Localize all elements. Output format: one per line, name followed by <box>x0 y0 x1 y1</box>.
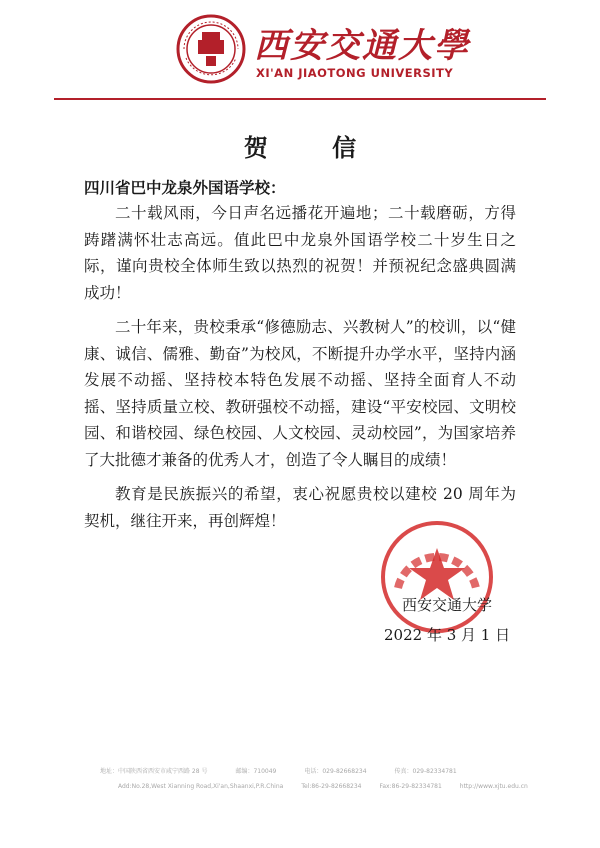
footer-website: http://www.xjtu.edu.cn <box>459 783 528 790</box>
footer-contact-en <box>118 783 568 790</box>
university-name-en: XI'AN JIAOTONG UNIVERSITY <box>256 66 454 80</box>
footer-phone-cn: 电话：029-82668234 <box>304 768 367 775</box>
paragraph-3: 教育是民族振兴的希望，衷心祝愿贵校以建校 20 周年为契机，继往开来，再创辉煌！ <box>84 485 516 530</box>
signature: 西安交通大学 <box>402 596 493 614</box>
footer-fax-en: Fax:86-29-82334781 <box>379 783 442 790</box>
letter-date: 2022 年 3 月 1 日 <box>384 626 511 644</box>
footer-tel-en: Tel:86-29-82668234 <box>301 783 362 790</box>
paragraph-1: 二十载风雨，今日声名远播花开遍地；二十载磨砺，方得踌躇满怀壮志高远。值此巴中龙泉外国语学校二十岁生日之际，谨向贵校全体师生致以热烈的祝贺！并预祝纪念盛典圆满成功！ <box>84 204 516 302</box>
paragraph-2: 二十年来，贵校秉承“修德励志、兴教树人”的校训，以“健康、诚信、儒雅、勤奋”为校风，不断提升办学水平，坚持内涵发展不动摇、坚持校本特色发展不动摇、坚持全面育人不动摇、坚持质量立校、教研强校不动摇，建设“平安校园、文明校园、和谐校园、绿色校园、人文校园、灵动校园”，为国家培养了大批德才兼备的优秀人才，创造了令人瞩目的成绩！ <box>84 318 516 469</box>
official-red-seal-icon <box>378 518 496 636</box>
letter-body <box>84 200 516 542</box>
footer-fax-cn: 传真：029-82334781 <box>394 768 457 775</box>
header-divider <box>54 98 546 100</box>
university-name-cn: 西安交通大學 <box>254 26 470 66</box>
letter-title: 贺 信 <box>243 133 385 162</box>
footer-contact-cn <box>100 766 550 775</box>
salutation: 四川省巴中龙泉外国语学校： <box>84 178 286 197</box>
letterhead <box>0 0 600 100</box>
footer-address-en: Add:No.28,West Xianning Road,Xi'an,Shaanxi,P.R.China <box>118 783 284 790</box>
footer-address-cn: 地址：中国陕西省西安市咸宁西路 28 号 <box>100 768 208 775</box>
university-seal-icon <box>176 14 246 84</box>
footer-postcode: 邮编：710049 <box>235 768 277 775</box>
